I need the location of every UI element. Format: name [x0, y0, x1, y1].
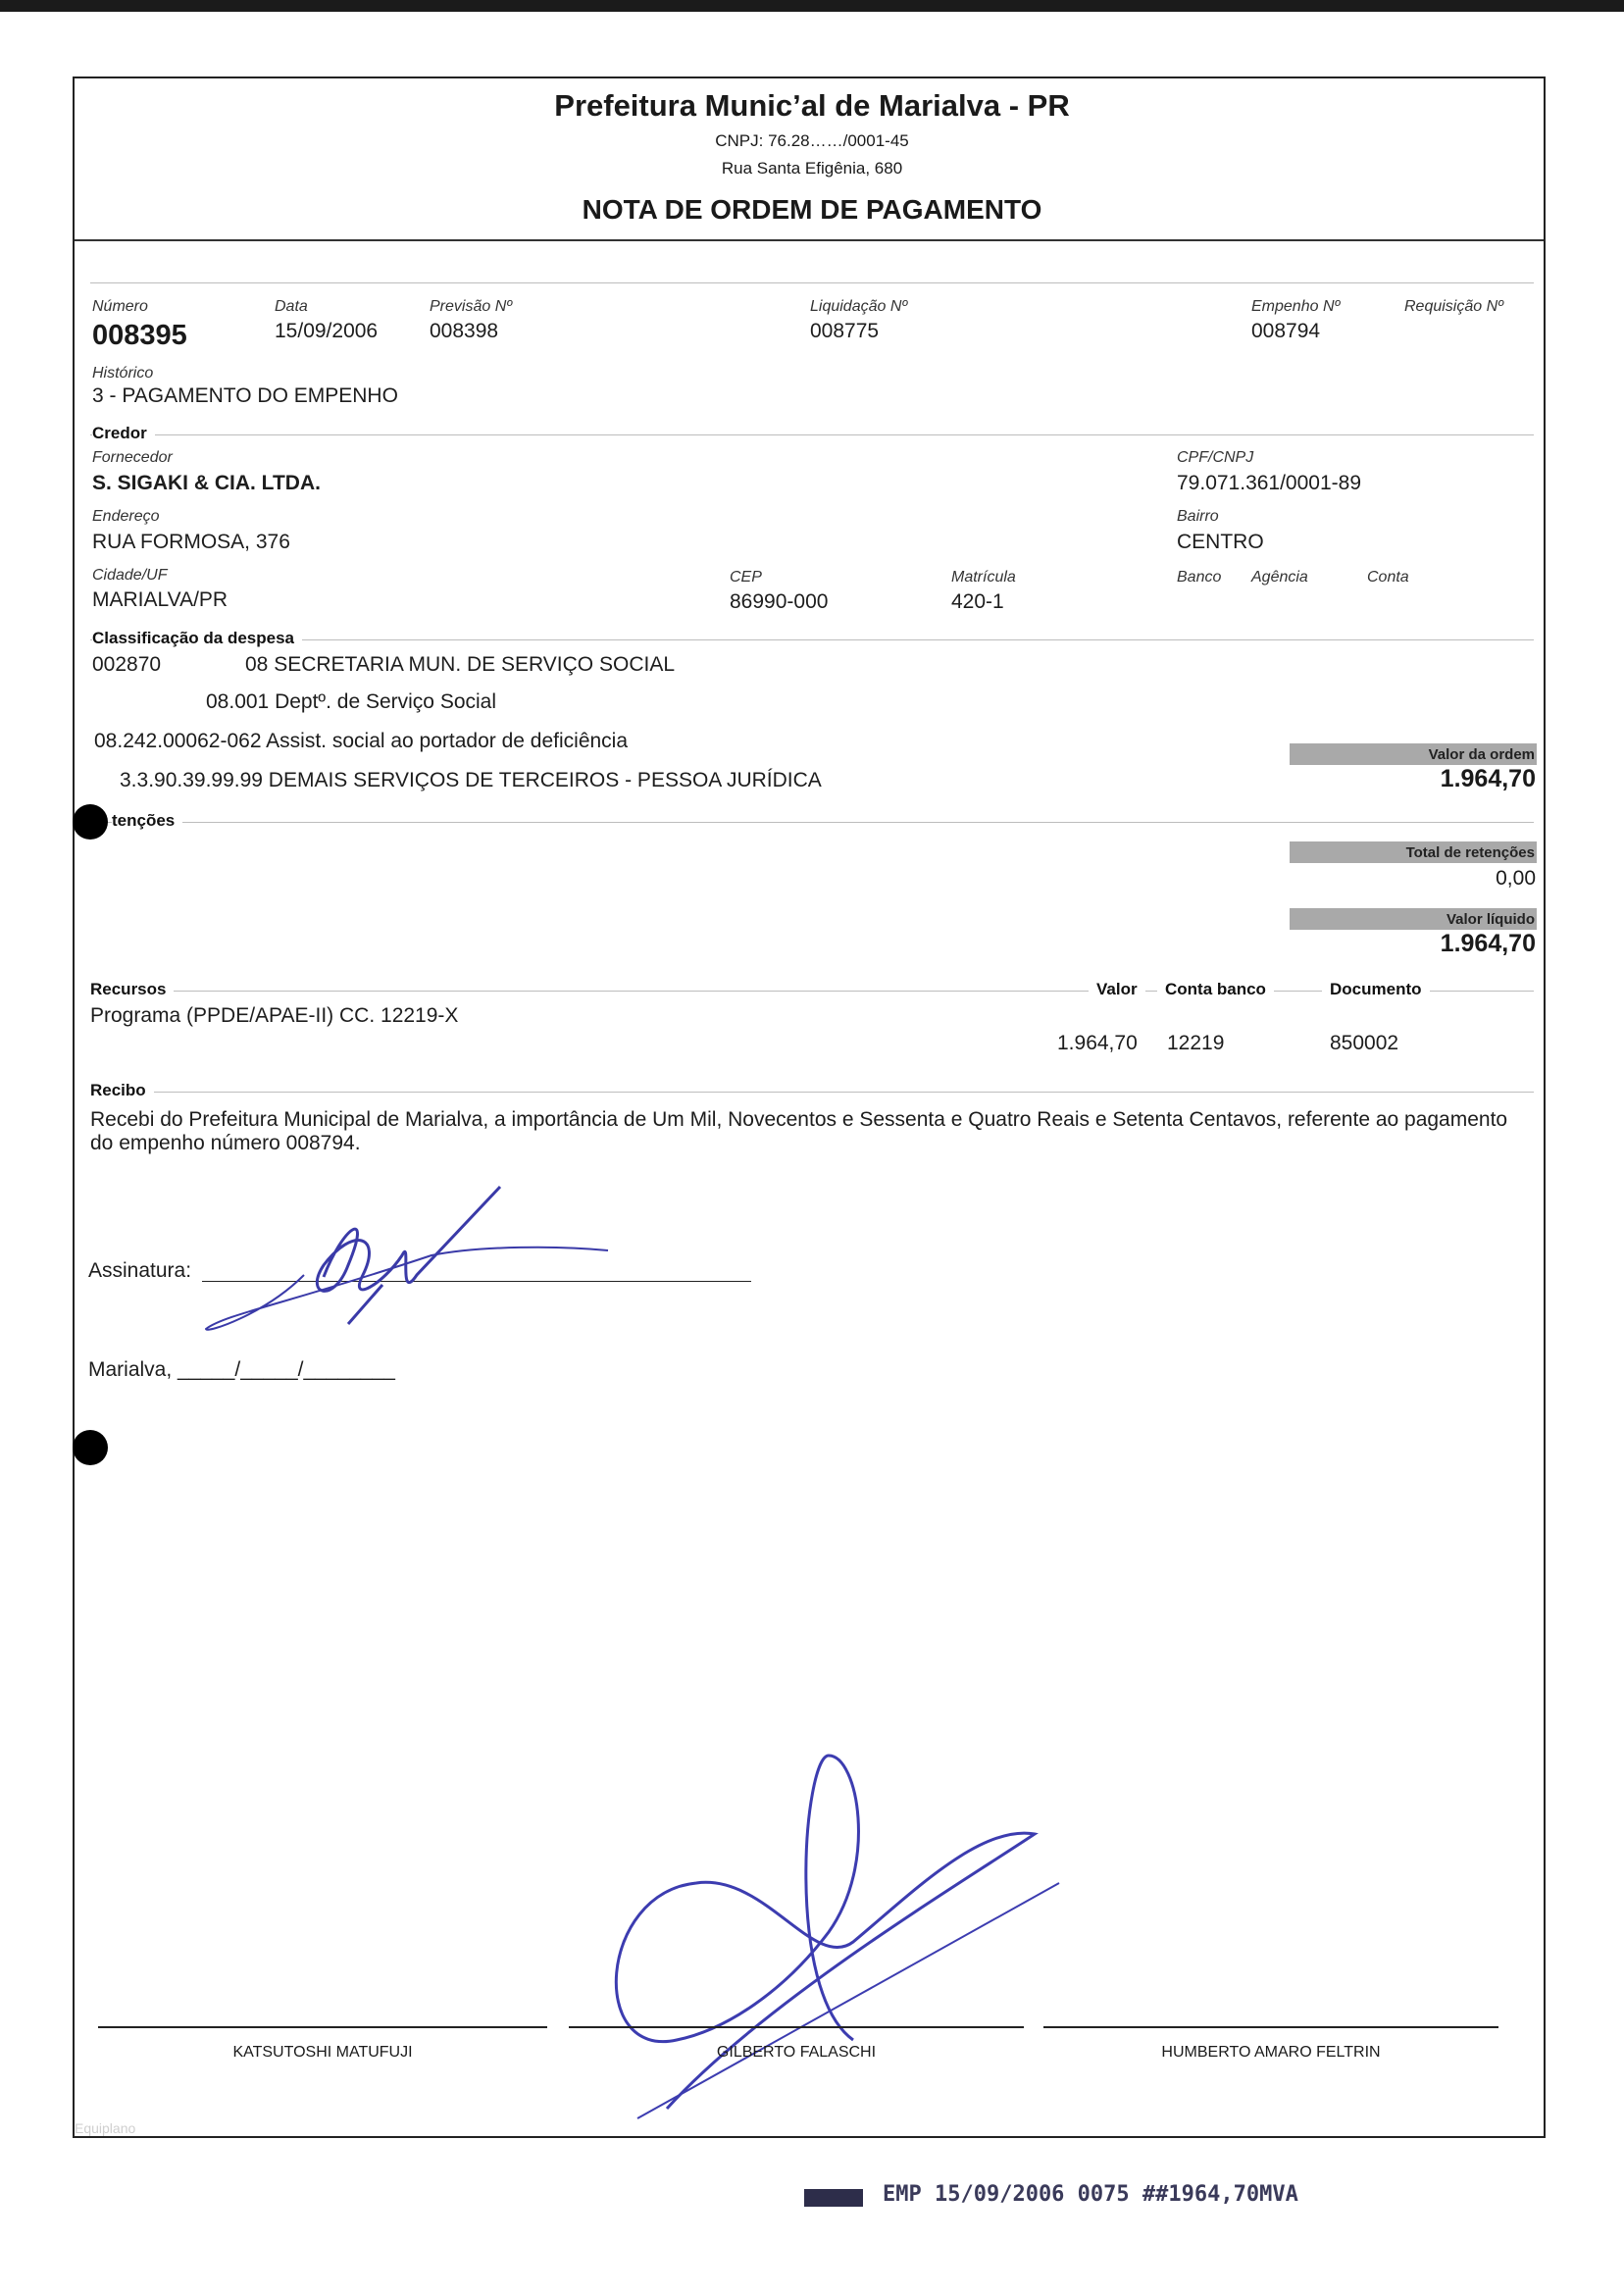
valor-liquido-value: 1.964,70: [1440, 930, 1536, 957]
cpf-value: 79.071.361/0001-89: [1177, 472, 1362, 494]
empenho-value: 008794: [1251, 320, 1321, 342]
recibo-rule: [90, 1092, 1534, 1093]
cnpj-line: CNPJ: 76.28……/0001-45: [715, 131, 909, 150]
document-title: NOTA DE ORDEM DE PAGAMENTO: [582, 194, 1042, 225]
signature-line-2: [569, 2026, 1024, 2028]
signature-line-1: [98, 2026, 547, 2028]
signature-line-3: [1043, 2026, 1498, 2028]
recibo-section: Recibo: [90, 1081, 154, 1100]
recipient-signature: [186, 1167, 637, 1353]
classificacao-line-1: 08 SECRETARIA MUN. DE SERVIÇO SOCIAL: [245, 653, 676, 676]
cidade-value: MARIALVA/PR: [92, 588, 228, 611]
valor-ordem-label: Valor da ordem: [1290, 743, 1537, 765]
numero-value: 008395: [92, 320, 187, 351]
agencia-label: Agência: [1251, 569, 1308, 586]
recursos-conta-label: Conta banco: [1157, 980, 1274, 999]
classificacao-line-3: 08.242.00062-062 Assist. social ao portador de deficiência: [94, 730, 629, 752]
signatory-1: KATSUTOSHI MATUFUJI: [232, 2044, 413, 2061]
matricula-label: Matrícula: [951, 569, 1016, 586]
data-label: Data: [275, 298, 308, 315]
credor-rule: [90, 434, 1534, 435]
recursos-valor: 1.964,70: [1057, 1032, 1138, 1054]
historico-value: 3 - PAGAMENTO DO EMPENHO: [92, 384, 398, 407]
recursos-documento-label: Documento: [1322, 980, 1430, 999]
classificacao-section: Classificação da despesa: [92, 629, 302, 648]
endereco-value: RUA FORMOSA, 376: [92, 531, 290, 553]
recursos-valor-label: Valor: [1089, 980, 1145, 999]
retencoes-rule: [90, 822, 1534, 823]
retencoes-section: tenções: [112, 811, 182, 831]
banco-label: Banco: [1177, 569, 1222, 586]
conta-label: Conta: [1367, 569, 1409, 586]
credor-section: Credor: [92, 424, 155, 443]
fornecedor-label: Fornecedor: [92, 449, 173, 466]
numero-label: Número: [92, 298, 148, 315]
fornecedor-value: S. SIGAKI & CIA. LTDA.: [92, 472, 321, 494]
bank-stamp: EMP 15/09/2006 0075 ##1964,70MVA: [883, 2182, 1298, 2207]
punch-hole: [73, 804, 108, 840]
scan-edge-shadow: [0, 0, 1624, 12]
recursos-rule: [90, 991, 1534, 992]
watermark: Equiplano: [75, 2120, 136, 2136]
liquidacao-label: Liquidação Nº: [810, 298, 908, 315]
recursos-conta: 12219: [1167, 1032, 1225, 1054]
total-retencoes-label: Total de retenções: [1290, 841, 1537, 863]
cpf-label: CPF/CNPJ: [1177, 449, 1254, 466]
recursos-section: Recursos: [90, 980, 174, 999]
valor-ordem-value: 1.964,70: [1440, 765, 1536, 792]
bairro-value: CENTRO: [1177, 531, 1264, 553]
endereco-label: Endereço: [92, 508, 160, 525]
bairro-label: Bairro: [1177, 508, 1219, 525]
valor-liquido-label: Valor líquido: [1290, 908, 1537, 930]
historico-label: Histórico: [92, 365, 154, 382]
local-date: Marialva, _____/_____/________: [88, 1358, 395, 1381]
requisicao-label: Requisição Nº: [1404, 298, 1503, 315]
data-value: 15/09/2006: [275, 320, 379, 342]
classificacao-rule: [90, 639, 1534, 640]
recibo-text: Recebi do Prefeitura Municipal de Marialva, a importância de Um Mil, Novecentos e Sessenta e Quatro Reais e Setenta Centavos, referente ao pagamento do empenho número 008794.: [90, 1108, 1508, 1154]
cep-value: 86990-000: [730, 590, 829, 613]
total-retencoes-value: 0,00: [1496, 867, 1536, 890]
cep-label: CEP: [730, 569, 762, 586]
assinatura-label: Assinatura:: [88, 1259, 192, 1282]
stamp-barcode: [804, 2189, 863, 2207]
punch-hole: [73, 1430, 108, 1465]
top-rule: [90, 282, 1534, 283]
signatory-3: HUMBERTO AMARO FELTRIN: [1161, 2044, 1381, 2061]
recursos-documento: 850002: [1330, 1032, 1399, 1054]
classificacao-line-4: 3.3.90.39.99.99 DEMAIS SERVIÇOS DE TERCEIROS - PESSOA JURÍDICA: [120, 769, 822, 791]
classificacao-line-2: 08.001 Deptº. de Serviço Social: [206, 690, 497, 713]
liquidacao-value: 008775: [810, 320, 880, 342]
address-line: Rua Santa Efigênia, 680: [721, 159, 903, 178]
previsao-label: Previsão Nº: [430, 298, 513, 315]
recursos-programa: Programa (PPDE/APAE-II) CC. 12219-X: [90, 1004, 459, 1027]
empenho-label: Empenho Nº: [1251, 298, 1341, 315]
matricula-value: 420-1: [951, 590, 1004, 613]
classificacao-code: 002870: [92, 653, 162, 676]
header-divider: [75, 239, 1544, 241]
signatory-2: GILBERTO FALASCHI: [716, 2044, 877, 2061]
previsao-value: 008398: [430, 320, 499, 342]
municipality-title: Prefeitura Municʼal de Marialva - PR: [554, 88, 1070, 123]
official-signature: [588, 1746, 1079, 2138]
cidade-label: Cidade/UF: [92, 567, 168, 584]
